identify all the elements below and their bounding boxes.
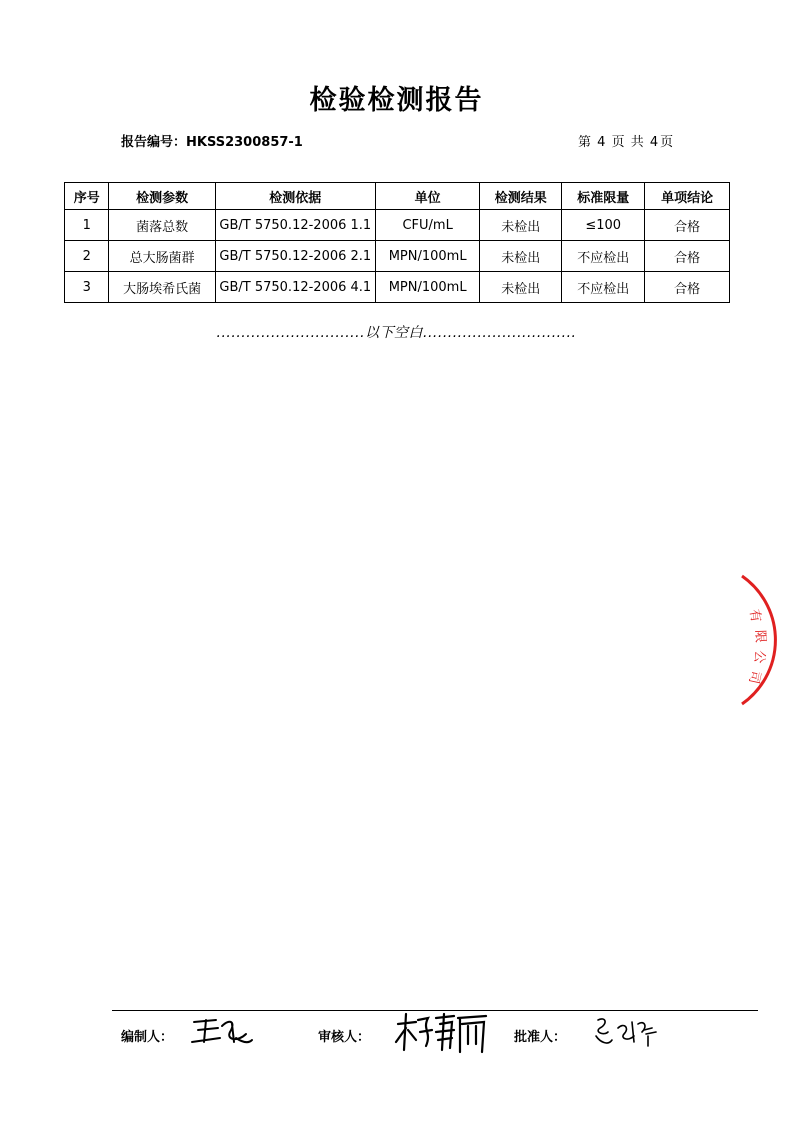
table-row bbox=[65, 210, 730, 241]
approver-label: 批准人： bbox=[514, 1030, 567, 1045]
cell-result: 未检出 bbox=[480, 241, 562, 272]
cell-unit: MPN/100mL bbox=[375, 241, 480, 272]
header-unit: 单位 bbox=[375, 183, 480, 210]
page-current: 4 bbox=[597, 135, 606, 150]
table-row bbox=[65, 272, 730, 303]
page-word-ye-end: 页 bbox=[660, 135, 674, 150]
cell-result: 未检出 bbox=[480, 210, 562, 241]
table-header-row bbox=[65, 183, 730, 210]
header-method: 检测依据 bbox=[215, 183, 375, 210]
cell-conclusion: 合格 bbox=[645, 272, 730, 303]
cell-result: 未检出 bbox=[480, 272, 562, 303]
cell-index: 1 bbox=[65, 210, 109, 241]
svg-text:有: 有 bbox=[746, 608, 764, 624]
cell-conclusion: 合格 bbox=[645, 241, 730, 272]
header-limit: 标准限量 bbox=[562, 183, 645, 210]
page-total: 4 bbox=[649, 135, 659, 150]
report-title: 检验检测报告 bbox=[309, 85, 484, 116]
cell-limit: 不应检出 bbox=[562, 241, 645, 272]
svg-text:司: 司 bbox=[745, 669, 763, 686]
cell-index: 3 bbox=[65, 272, 109, 303]
header-conclusion: 单项结论 bbox=[645, 183, 730, 210]
cell-parameter: 菌落总数 bbox=[109, 210, 215, 241]
header-result: 检测结果 bbox=[480, 183, 562, 210]
cell-conclusion: 合格 bbox=[645, 210, 730, 241]
cell-parameter: 总大肠菌群 bbox=[109, 241, 215, 272]
svg-text:限: 限 bbox=[752, 629, 768, 644]
reviewer-signature bbox=[392, 1010, 492, 1056]
cell-method: GB/T 5750.12-2006 4.1 bbox=[215, 272, 375, 303]
cell-limit: ≤100 bbox=[562, 210, 645, 241]
svg-text:公: 公 bbox=[750, 649, 767, 664]
compiler-label: 编制人： bbox=[121, 1030, 174, 1045]
compiler-signature bbox=[186, 1012, 256, 1050]
cell-method: GB/T 5750.12-2006 2.1 bbox=[215, 241, 375, 272]
cell-unit: MPN/100mL bbox=[375, 272, 480, 303]
page-word-ye: 页 bbox=[611, 135, 625, 150]
page-word-di: 第 bbox=[578, 135, 592, 150]
company-seal-stamp bbox=[690, 570, 793, 710]
approver-signature bbox=[590, 1012, 660, 1052]
reviewer-label: 审核人： bbox=[318, 1030, 371, 1045]
header-index: 序号 bbox=[65, 183, 109, 210]
results-table bbox=[64, 182, 730, 303]
report-number: 报告编号：HKSS2300857-1 bbox=[121, 135, 303, 150]
cell-limit: 不应检出 bbox=[562, 272, 645, 303]
page-word-gong: 共 bbox=[630, 135, 644, 150]
cell-index: 2 bbox=[65, 241, 109, 272]
cell-unit: CFU/mL bbox=[375, 210, 480, 241]
page-indicator bbox=[578, 131, 675, 150]
cell-method: GB/T 5750.12-2006 1.1 bbox=[215, 210, 375, 241]
blank-below-marker: ..............................以下空白............................... bbox=[216, 325, 577, 341]
cell-parameter: 大肠埃希氏菌 bbox=[109, 272, 215, 303]
table-row bbox=[65, 241, 730, 272]
header-parameter: 检测参数 bbox=[109, 183, 215, 210]
